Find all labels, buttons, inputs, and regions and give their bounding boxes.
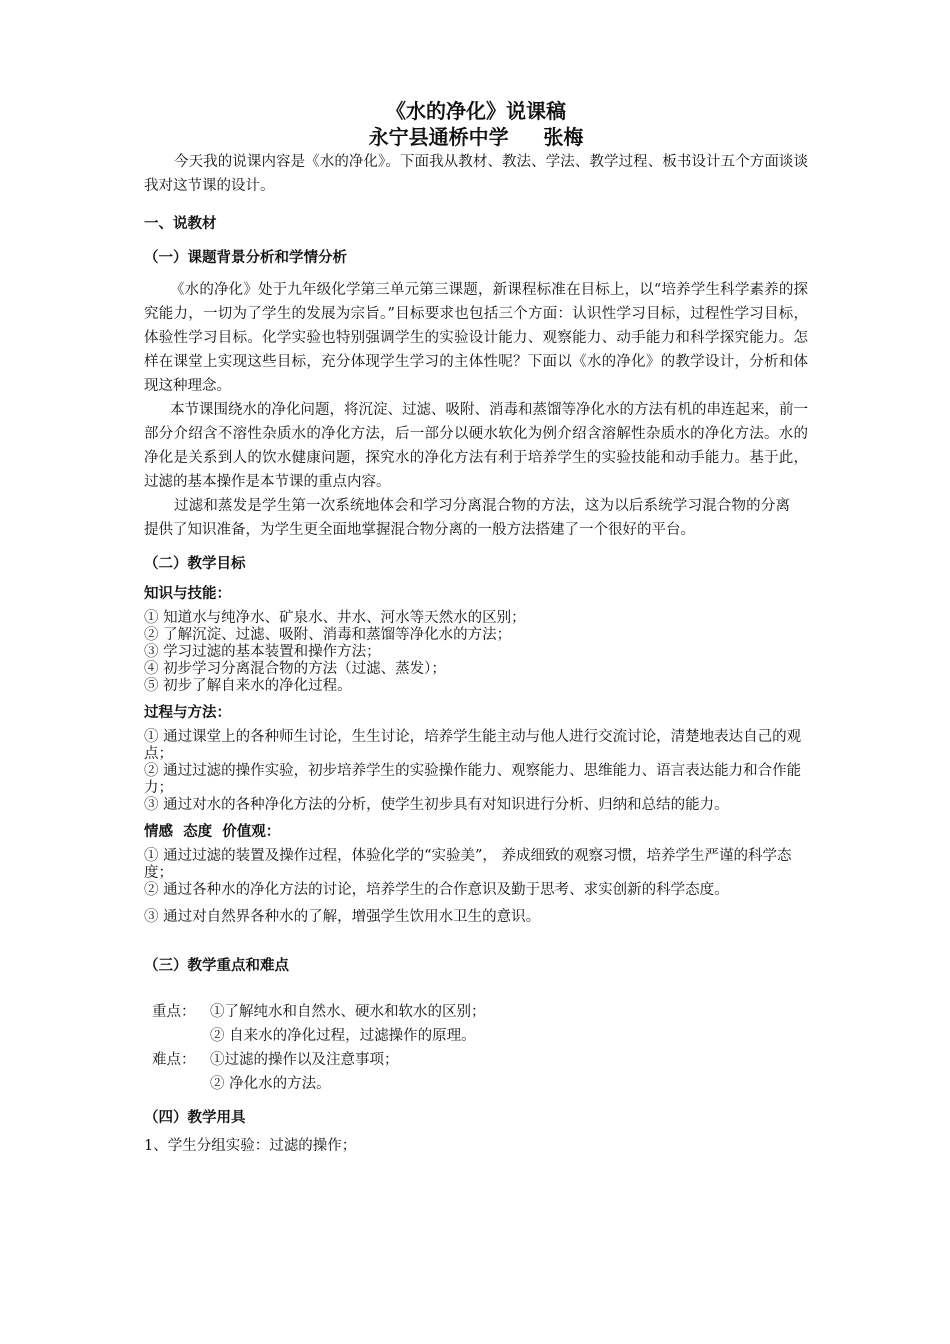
document-title: 《水的净化》说课稿	[386, 99, 566, 123]
background-paragraph-2: 本节课围绕水的净化问题，将沉淀、过滤、吸附、消毒和蒸馏等净化水的方法有机的串连起来，前一部分介绍含不溶性杂质水的净化方法，后一部分以硬水软化为例介绍含溶解性杂质水的净化方法。水的净化是关系到人的饮水健康问题，探究水的净化方法有利于培养学生的实验技能和动手能力。基于此，过滤的基本操作是本节课的重点内容。	[144, 402, 808, 490]
subsection-heading-key-points: （三）教学重点和难点	[144, 957, 289, 974]
list-item: ② 通过各种水的净化方法的讨论，培养学生的合作意识及勤于思考、求实创新的科学态度。	[144, 882, 729, 898]
difficulty-item: ② 净化水的方法。	[210, 1076, 331, 1092]
tools-item: 1、学生分组实验：过滤的操作；	[144, 1138, 357, 1154]
list-item: ② 了解沉淀、过滤、吸附、消毒和蒸馏等净化水的方法；	[144, 627, 512, 643]
subsection-heading-background: （一）课题背景分析和学情分析	[144, 249, 347, 266]
author-line: 永宁县通桥中学 张梅	[368, 125, 584, 149]
list-item: ③ 通过对水的各种净化方法的分析，使学生初步具有对知识进行分析、归纳和总结的能力。	[144, 797, 729, 813]
list-item: ③ 学习过滤的基本装置和操作方法；	[144, 644, 381, 660]
subsection-heading-objectives: （二）教学目标	[144, 555, 246, 572]
process-list	[144, 729, 808, 814]
key-point-item: ①了解纯水和自然水、硬水和软水的区别；	[210, 1004, 486, 1020]
key-point-row	[144, 1024, 808, 1048]
intro-paragraph: 今天我的说课内容是《水的净化》。下面我从教材、教法、学法、教学过程、板书设计五个方面谈谈我对这节课的设计。	[144, 154, 808, 194]
difficulty-item: ①过滤的操作以及注意事项；	[210, 1052, 399, 1068]
key-point-label: 重点：	[152, 1004, 196, 1020]
list-item: ① 知道水与纯净水、矿泉水、井水、河水等天然水的区别；	[144, 610, 526, 626]
section-heading-textbook: 一、说教材	[144, 215, 217, 232]
key-point-item: ② 自来水的净化过程，过滤操作的原理。	[210, 1028, 476, 1044]
list-item: ③ 通过对自然界各种水的了解，增强学生饮用水卫生的意识。	[144, 909, 541, 925]
key-point-row	[144, 1000, 808, 1024]
background-paragraph-1: 《水的净化》处于九年级化学第三单元第三课题，新课程标准在目标上，以“培养学生科学素养的探究能力，一切为了学生的发展为宗旨。”目标要求也包括三个方面：认识性学习目标，过程性学习目标，体验性学习目标。化学实验也特别强调学生的实验设计能力、观察能力、动手能力和科学探究能力。怎样在课堂上实现这些目标，充分体现学生学习的主体性呢？下面以《水的净化》的教学设计，分析和体现这种理念。	[144, 282, 808, 394]
emotion-list	[144, 848, 808, 926]
objective-heading-process: 过程与方法：	[144, 704, 231, 721]
list-item: ① 通过过滤的装置及操作过程，体验化学的“实验美”， 养成细致的观察习惯，培养学生严谨的科学态度；	[144, 848, 792, 881]
objective-heading-emotion: 情感 态度 价值观：	[144, 823, 281, 840]
subsection-heading-tools: （四）教学用具	[144, 1109, 246, 1126]
background-paragraph-3: 过滤和蒸发是学生第一次系统地体会和学习分离混合物的方法，这为以后系统学习混合物的分离提供了知识准备，为学生更全面地掌握混合物分离的一般方法搭建了一个很好的平台。	[144, 498, 790, 538]
list-item: ④ 初步学习分离混合物的方法（过滤、蒸发）；	[144, 661, 446, 677]
list-item: ② 通过过滤的操作实验，初步培养学生的实验操作能力、观察能力、思维能力、语言表达能力和合作能力；	[144, 763, 802, 796]
difficulty-label: 难点：	[152, 1052, 196, 1068]
knowledge-list	[144, 610, 808, 695]
list-item: ⑤ 初步了解自来水的净化过程。	[144, 678, 352, 694]
list-item: ① 通过课堂上的各种师生讨论，生生讨论，培养学生能主动与他人进行交流讨论，清楚地表达自己的观点；	[144, 729, 802, 762]
objective-heading-knowledge: 知识与技能：	[144, 585, 231, 602]
difficulty-row	[144, 1072, 808, 1096]
difficulty-row	[144, 1048, 808, 1072]
